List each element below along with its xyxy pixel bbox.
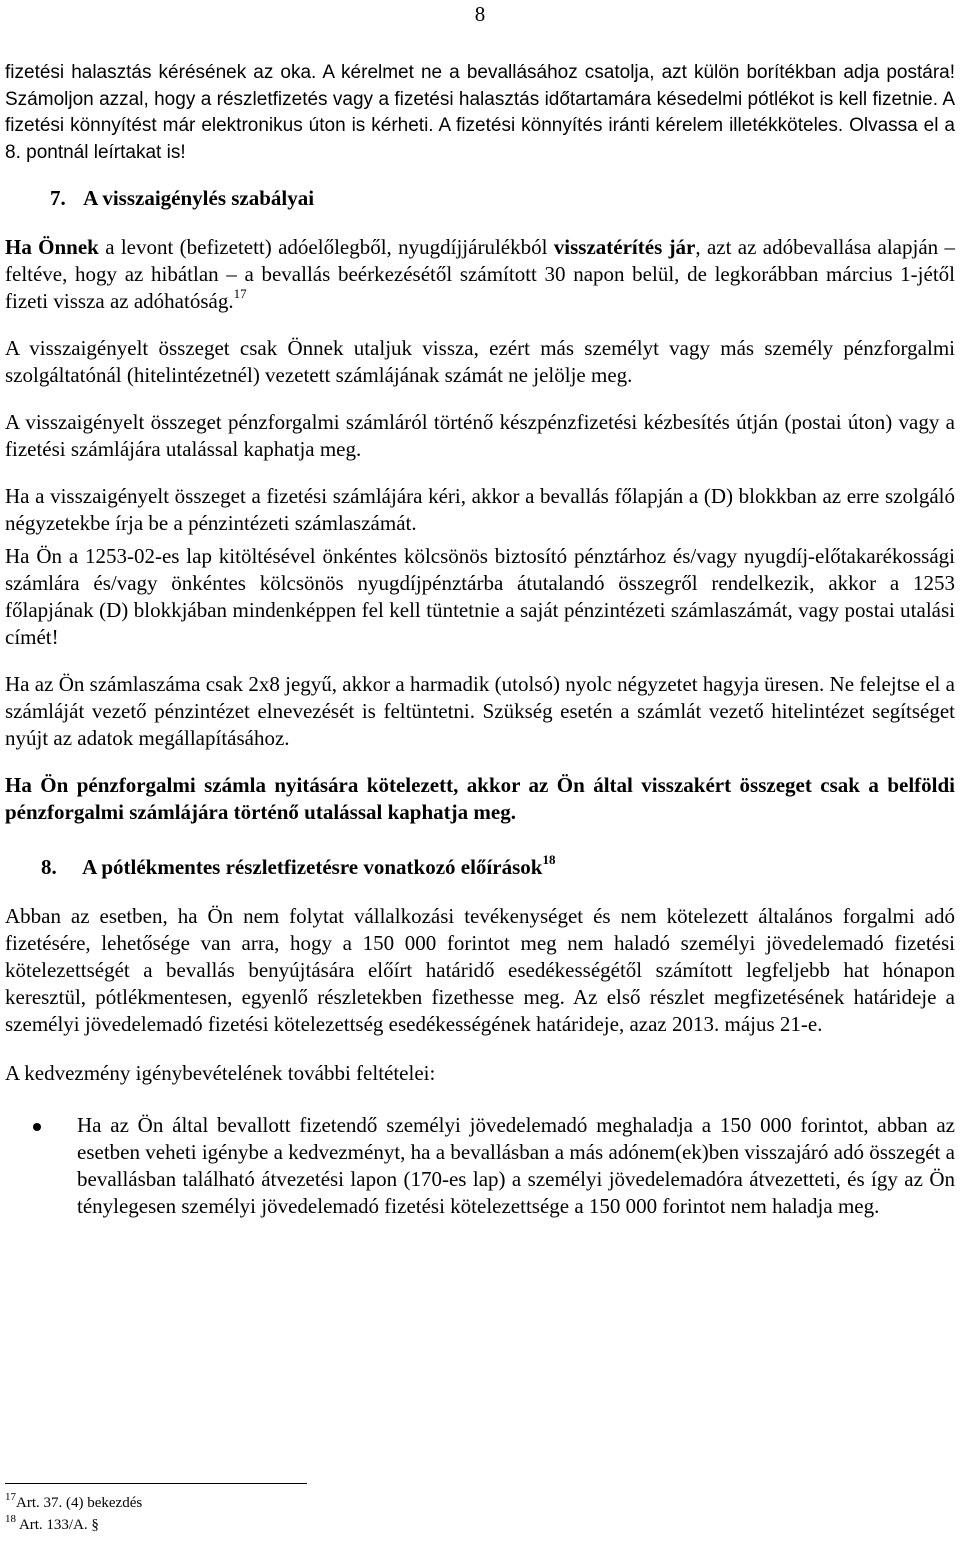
footnote-separator (5, 1483, 307, 1484)
section-8-paragraph-2: A kedvezmény igénybevételének további feltételei: (5, 1061, 436, 1085)
conditions-list (5, 1112, 955, 1220)
section-7-paragraph-5: Ha Ön a 1253-02-es lap kitöltésével önkéntes kölcsönös biztosító pénztárhoz és/vagy nyugdíj-előtakarékossági számlára és/vagy önkéntes kölcsönös nyugdíjpénztárba átutalandó összegről rendelkezik, akkor a 1253 főlapjának (D) blokkjában mindenképpen fel kell tüntetnie a saját pénzintézeti számlaszámát, vagy postai utalási címét! (5, 544, 955, 649)
emphasis-text: Ha Önnek (5, 235, 99, 259)
footnote-text: Art. 37. (4) bekezdés (16, 1495, 143, 1511)
body-text: , azt az adóbevallása alapján – feltéve, hogy az hibátlan – a bevallás beérkezésétől számított 30 napon belül, de legkorábban március 1-jétől fizeti vissza az adóhatóság. (5, 235, 955, 313)
section-7-paragraph-7: Ha Ön pénzforgalmi számla nyitására kötelezett, akkor az Ön által visszakért összeget csak a belföldi pénzforgalmi számlájára történő utalással kaphatja meg. (5, 773, 955, 824)
footnote-text: Art. 133/A. § (18, 1517, 99, 1533)
list-item (5, 1112, 955, 1220)
section-7-paragraph-2: A visszaigényelt összeget csak Önnek utaljuk vissza, ezért más személyt vagy más személy pénzforgalmi szolgáltatónál (hitelintézetnél) vezetett számlájának számát ne jelölje meg. (5, 336, 955, 387)
section-7-paragraph-4: Ha a visszaigényelt összeget a fizetési számlájára kéri, akkor a bevallás főlapján a (D) blokkban az erre szolgáló négyzetekbe írja be a pénzintézeti számlaszámát. (5, 484, 955, 535)
footnote-ref-18: 18 (542, 852, 556, 867)
section-7-paragraph-3: A visszaigényelt összeget pénzforgalmi számláról történő készpénzfizetési kézbesítés útján (postai úton) vagy a fizetési számlájára utalással kaphatja meg. (5, 410, 955, 461)
intro-paragraph: fizetési halasztás kérésének az oka. A kérelmet ne a bevallásához csatolja, azt külön borítékban adja postára! Számoljon azzal, hogy a részletfizetés vagy a fizetési halasztás időtartamára késedelmi pótlékot is kell fizetnie. A fizetési könnyítést már elektronikus úton is kérheti. A fizetési könnyítés iránti kérelem illetékköteles. Olvassa el a 8. pontnál leírtakat is! (5, 62, 955, 163)
section-8-heading (5, 854, 955, 881)
footnote-mark: 18 (5, 1513, 16, 1525)
bullet-icon (33, 1123, 41, 1131)
section-7-paragraph-1 (5, 234, 955, 315)
section-7-heading (5, 185, 955, 212)
footnote-18 (5, 1514, 142, 1536)
footnote-mark: 17 (5, 1491, 16, 1503)
footnote-ref-17: 17 (233, 286, 247, 301)
emphasis-text: visszatérítés jár (553, 235, 696, 259)
footnote-17 (5, 1492, 142, 1514)
list-item-text: Ha az Ön által bevallott fizetendő személyi jövedelemadó meghaladja a 150 000 forintot, abban az esetben veheti igénybe a kedvezményt, ha a bevallásban a más adónem(ek)ben visszajáró adó összegét a bevallásban található átvezetési lapon (170-es lap) a személyi jövedelemadóra átvezetteti, és így az Ön ténylegesen személyi jövedelemadó fizetési kötelezettsége a 150 000 forintot nem haladja meg. (77, 1113, 955, 1218)
section-7-title: A visszaigénylés szabályai (83, 186, 315, 210)
page-content (5, 60, 955, 1220)
footnotes (5, 1492, 142, 1536)
body-text: a levont (befizetett) adóelőlegből, nyugdíjjárulékból (98, 235, 554, 259)
page-number: 8 (474, 2, 486, 26)
section-7-paragraph-6: Ha az Ön számlaszáma csak 2x8 jegyű, akkor a harmadik (utolsó) nyolc négyzetet hagyja üresen. Ne felejtse el a számláját vezető pénzintézet elnevezését is feltüntetni. Szükség esetén a számlát vezető hitelintézet segítséget nyújt az adatok megállapításához. (5, 672, 955, 750)
section-8-title: A pótlékmentes részletfizetésre vonatkozó előírások (82, 855, 543, 879)
section-8-paragraph-1: Abban az esetben, ha Ön nem folytat vállalkozási tevékenységet és nem kötelezett általános forgalmi adó fizetésére, lehetősége van arra, hogy a 150 000 forintot meg nem haladó személyi jövedelemadó fizetési kötelezettségét a bevallás benyújtására előírt határidő esedékességétől számított legfeljebb hat hónapon keresztül, pótlékmentesen, egyenlő részletekben fizethesse meg. Az első részlet megfizetésének határideje a személyi jövedelemadó fizetési kötelezettség esedékességének határideje, azaz 2013. május 21-e. (5, 904, 955, 1036)
section-7-number: 7. (50, 186, 66, 210)
section-8-number: 8. (41, 855, 57, 879)
